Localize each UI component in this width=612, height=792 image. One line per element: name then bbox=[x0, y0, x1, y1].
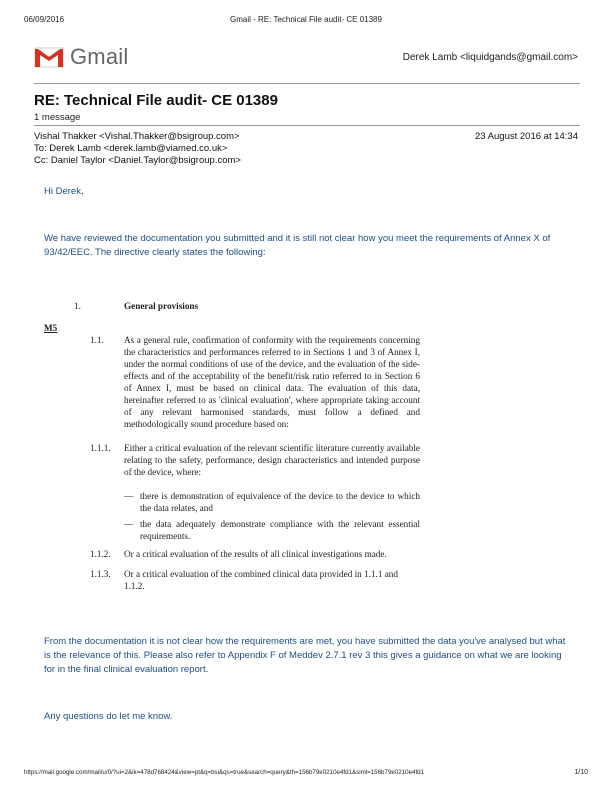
bullet-dash: — bbox=[124, 519, 134, 529]
sender: Vishal Thakker <Vishal.Thakker@bsigroup.com> bbox=[34, 131, 240, 142]
account-email: Derek Lamb <liquidgands@gmail.com> bbox=[402, 52, 578, 63]
print-date: 06/09/2016 bbox=[24, 15, 65, 24]
quoted-directive-excerpt bbox=[44, 298, 424, 598]
message-count: 1 message bbox=[34, 112, 81, 123]
section-title: General provisions bbox=[124, 301, 199, 311]
print-title: Gmail - RE: Technical File audit- CE 01389 bbox=[230, 15, 382, 24]
bullet-dash: — bbox=[124, 491, 134, 501]
clause-number: 1.1.2. bbox=[90, 549, 111, 559]
bullet-text: there is demonstration of equivalence of the device to the device to which the data relates, and bbox=[140, 491, 420, 513]
clause-number: 1.1. bbox=[90, 335, 104, 345]
gmail-logo-text: Gmail bbox=[70, 44, 129, 69]
clause-text: Or a critical evaluation of the combined clinical data provided in 1.1.1 and 1.1.2. bbox=[124, 569, 398, 591]
thread-subject: RE: Technical File audit- CE 01389 bbox=[34, 92, 278, 109]
clause-text: Or a critical evaluation of the results of all clinical investigations made. bbox=[124, 549, 387, 559]
clause-text: Either a critical evaluation of the relevant scientific literature currently available relating to the safety, performance, design characteristics and intended purpose of the device, where: bbox=[124, 443, 420, 477]
subject-divider bbox=[34, 125, 580, 126]
body-paragraph-1: We have reviewed the documentation you submitted and it is still not clear how you meet the requirements of Annex X of 93/42/EEC. The directive clearly states the following: bbox=[44, 233, 551, 258]
gmail-envelope-icon bbox=[34, 46, 64, 68]
recipient-to: To: Derek Lamb <derek.lamb@viamed.co.uk> bbox=[34, 143, 228, 154]
section-number: 1. bbox=[74, 301, 81, 311]
amendment-marker: M5 bbox=[44, 323, 58, 333]
closing-line: Any questions do let me know. bbox=[44, 711, 173, 722]
clause-number: 1.1.3. bbox=[90, 569, 111, 579]
footer-url[interactable]: https://mail.google.com/mail/u/0/?ui=2&ik=478d768424&view=pt&q=bsi&qs=true&search=query&th=156b79e0210e4fd1&siml=156b79e0210e4fd1 bbox=[24, 769, 425, 776]
clause-number: 1.1.1. bbox=[90, 443, 111, 453]
recipient-cc: Cc: Daniel Taylor <Daniel.Taylor@bsigroup.com> bbox=[34, 155, 241, 166]
gmail-logo[interactable] bbox=[34, 44, 128, 70]
greeting: Hi Derek, bbox=[44, 186, 84, 197]
body-paragraph-2: From the documentation it is not clear how the requirements are met, you have submitted the data you've analysed but what is the relevance of this. Please also refer to Appendix F of Meddev 2.7.1 rev 3 this gives a guidance on what we are looking for in the final clinical evaluation report. bbox=[44, 636, 566, 675]
header-divider bbox=[34, 83, 580, 84]
sent-date: 23 August 2016 at 14:34 bbox=[474, 131, 578, 142]
clause-text: As a general rule, confirmation of conformity with the requirements concerning the characteristics and performances referred to in Sections 1 and 3 of Annex I, under the normal conditions of use of the device, and the evaluation of the side-effects and of the acceptability of the benefit/risk ratio referred to in Section 6 of Annex I, must be based on clinical data. The evaluation of this data, hereinafter referred to as 'clinical evaluation', where appropriate taking account of any relevant harmonised standards, must follow a defined and methodologically sound procedure based on: bbox=[124, 335, 420, 429]
page-number: 1/10 bbox=[574, 769, 588, 776]
bullet-text: the data adequately demonstrate compliance with the relevant essential requirements. bbox=[140, 519, 420, 541]
